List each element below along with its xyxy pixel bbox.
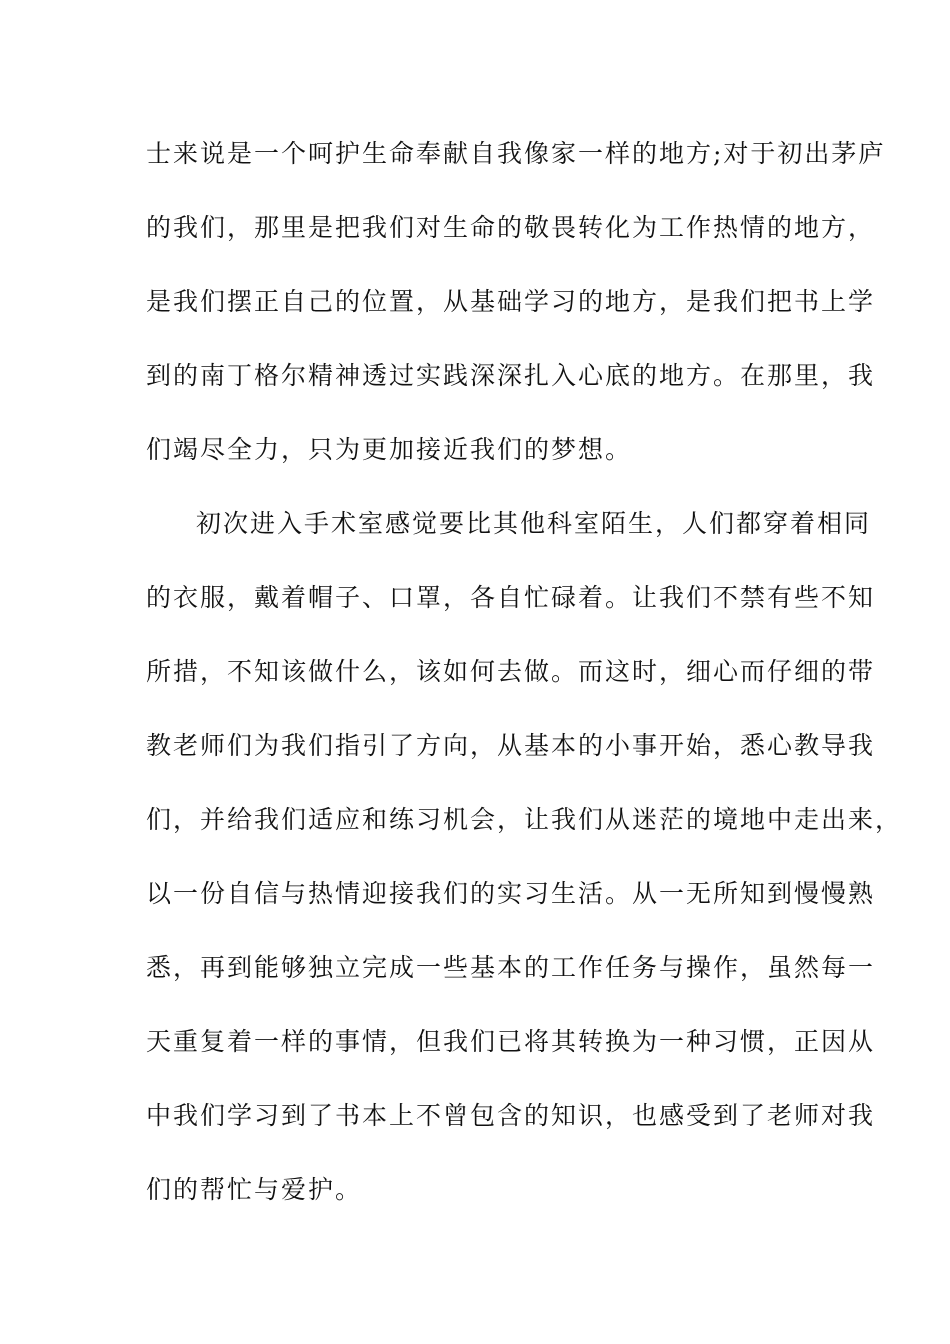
text-line: 以一份自信与热情迎接我们的实习生活。从一无所知到慢慢熟 — [146, 879, 876, 908]
text-line: 士来说是一个呵护生命奉献自我像家一样的地方;对于初出茅庐 — [146, 139, 886, 168]
text-line: 们竭尽全力，只为更加接近我们的梦想。 — [146, 435, 633, 464]
text-line: 们的帮忙与爱护。 — [146, 1175, 363, 1204]
paragraph-first-line: 初次进入手术室感觉要比其他科室陌生，人们都穿着相同 — [196, 509, 872, 538]
text-line: 所措，不知该做什么，该如何去做。而这时，细心而仔细的带 — [146, 657, 876, 686]
text-line: 悉，再到能够独立完成一些基本的工作任务与操作，虽然每一 — [146, 953, 876, 982]
text-line: 们，并给我们适应和练习机会，让我们从迷茫的境地中走出来， — [146, 805, 903, 834]
text-line: 教老师们为我们指引了方向，从基本的小事开始，悉心教导我 — [146, 731, 876, 760]
text-line: 是我们摆正自己的位置，从基础学习的地方，是我们把书上学 — [146, 287, 876, 316]
text-line: 到的南丁格尔精神透过实践深深扎入心底的地方。在那里，我 — [146, 361, 876, 390]
text-line: 的衣服，戴着帽子、口罩，各自忙碌着。让我们不禁有些不知 — [146, 583, 876, 612]
text-line: 天重复着一样的事情，但我们已将其转换为一种习惯，正因从 — [146, 1027, 876, 1056]
text-line: 中我们学习到了书本上不曾包含的知识，也感受到了老师对我 — [146, 1101, 876, 1130]
text-line: 的我们，那里是把我们对生命的敬畏转化为工作热情的地方， — [146, 213, 876, 242]
